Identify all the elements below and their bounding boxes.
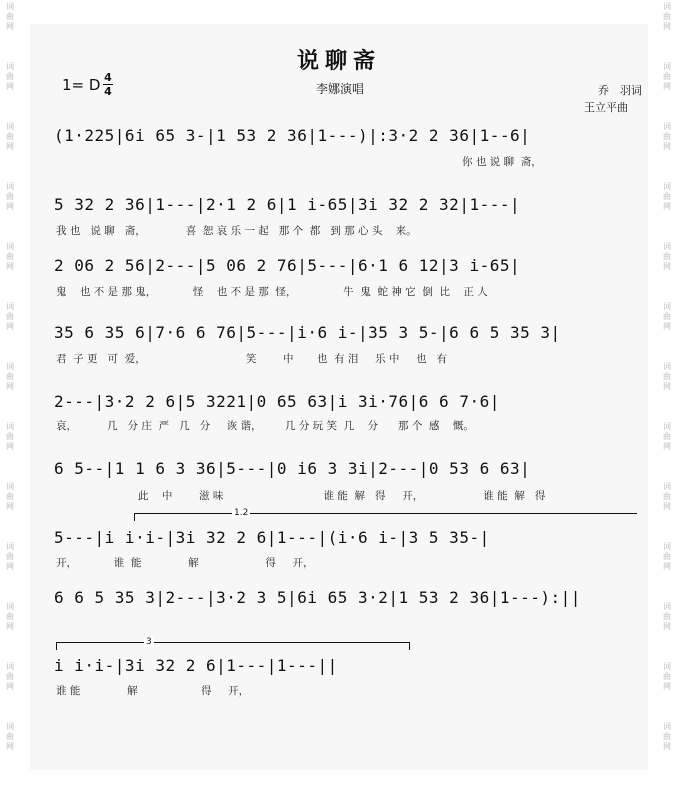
lyric-row-7: 开， 谁 能 解 得 开， xyxy=(56,557,314,569)
watermark-text: 词 曲 网 xyxy=(663,242,671,271)
watermark-text: 词 曲 网 xyxy=(663,482,671,511)
lyric-row-3: 鬼 也 不 是 那 鬼， 怪 也 不 是 那 怪， 牛 鬼 蛇 神 它 倒 比 正 人 xyxy=(56,286,488,298)
notation-row-5: 2---|3·2 2 6|5 3221|0 65 63|i 3i·76|6 6 7·6| xyxy=(54,392,500,411)
notation-row-6: 6 5--|1 1 6 3 36|5---|0 i6 3 3i|2---|0 53 6 63| xyxy=(54,459,531,478)
watermark-text: 词 曲 网 xyxy=(663,542,671,571)
time-bottom: 4 xyxy=(104,85,112,98)
watermark-text: 词 曲 网 xyxy=(6,182,14,211)
watermark-text: 词 曲 网 xyxy=(663,2,671,31)
notation-row-8: 6 6 5 35 3|2---|3·2 3 5|6i 65 3·2|1 53 2 36|1---):|| xyxy=(54,588,581,607)
watermark-text: 词 曲 网 xyxy=(663,62,671,91)
watermark-text: 词 曲 网 xyxy=(6,602,14,631)
watermark-text: 词 曲 网 xyxy=(663,662,671,691)
lyric-row-9: 谁 能 解 得 开， xyxy=(56,685,250,697)
volta-label-3: 3 xyxy=(146,637,152,647)
volta-label-1-2: 1.2 xyxy=(234,508,249,518)
watermark-text: 词 曲 网 xyxy=(6,482,14,511)
time-signature xyxy=(103,72,113,97)
watermark-text: 词 曲 网 xyxy=(6,362,14,391)
singer-credit: 李娜演唱 xyxy=(316,82,365,96)
watermark-text: 词 曲 网 xyxy=(6,662,14,691)
notation-row-9: i i·i-|3i 32 2 6|1---|1---|| xyxy=(54,656,338,675)
watermark-text: 词 曲 网 xyxy=(663,422,671,451)
watermark-text: 词 曲 网 xyxy=(6,2,14,31)
lyric-row-1: 你 也 说 聊 斋， xyxy=(462,156,542,168)
lyric-row-4: 君 子 更 可 爱， 笑 中 也 有 泪 乐 中 也 有 xyxy=(56,353,448,365)
watermark-text: 词 曲 网 xyxy=(663,362,671,391)
watermark-text: 词 曲 网 xyxy=(6,302,14,331)
key-signature: 1= D xyxy=(62,76,101,94)
lyric-row-2: 我 也 说 聊 斋， 喜 恕 哀 乐 一 起 那 个 都 到 那 心 头 来。 xyxy=(56,225,417,237)
song-title: 说聊斋 xyxy=(296,49,381,74)
lyric-row-6: 此 中 滋 味 谁 能 解 得 开， 谁 能 解 得 xyxy=(138,490,546,502)
left-watermark-strip xyxy=(0,0,25,794)
watermark-text: 词 曲 网 xyxy=(6,722,14,751)
volta-bracket-1-2 xyxy=(134,513,637,521)
watermark-text: 词 曲 网 xyxy=(6,242,14,271)
right-watermark-strip xyxy=(653,0,678,794)
time-top: 4 xyxy=(104,71,112,84)
notation-row-4: 35 6 35 6|7·6 6 76|5---|i·6 i-|35 3 5-|6 6 5 35 3| xyxy=(54,323,561,342)
watermark-text: 词 曲 网 xyxy=(663,602,671,631)
watermark-text: 词 曲 网 xyxy=(663,122,671,151)
watermark-text: 词 曲 网 xyxy=(6,422,14,451)
lyricist-credit: 乔 羽词 xyxy=(598,84,642,97)
volta-bracket-3 xyxy=(56,642,410,650)
composer-credit: 王立平曲 xyxy=(584,101,628,114)
notation-row-2: 5 32 2 36|1---|2·1 2 6|1 i-65|3i 32 2 32|1---| xyxy=(54,195,521,214)
watermark-text: 词 曲 网 xyxy=(663,722,671,751)
watermark-text: 词 曲 网 xyxy=(6,62,14,91)
watermark-text: 词 曲 网 xyxy=(663,302,671,331)
watermark-text: 词 曲 网 xyxy=(6,542,14,571)
watermark-text: 词 曲 网 xyxy=(663,182,671,211)
watermark-text: 词 曲 网 xyxy=(6,122,14,151)
notation-row-3: 2 06 2 56|2---|5 06 2 76|5---|6·1 6 12|3 i-65| xyxy=(54,256,521,275)
notation-row-7: 5---|i i·i-|3i 32 2 6|1---|(i·6 i-|3 5 35-| xyxy=(54,528,490,547)
lyric-row-5: 哀， 几 分 庄 严 几 分 诙 谐， 几 分 玩 笑 几 分 那 个 感 慨。 xyxy=(56,420,474,432)
notation-row-1: (1·225|6i 65 3-|1 53 2 36|1---)|:3·2 2 36|1--6| xyxy=(54,126,531,145)
